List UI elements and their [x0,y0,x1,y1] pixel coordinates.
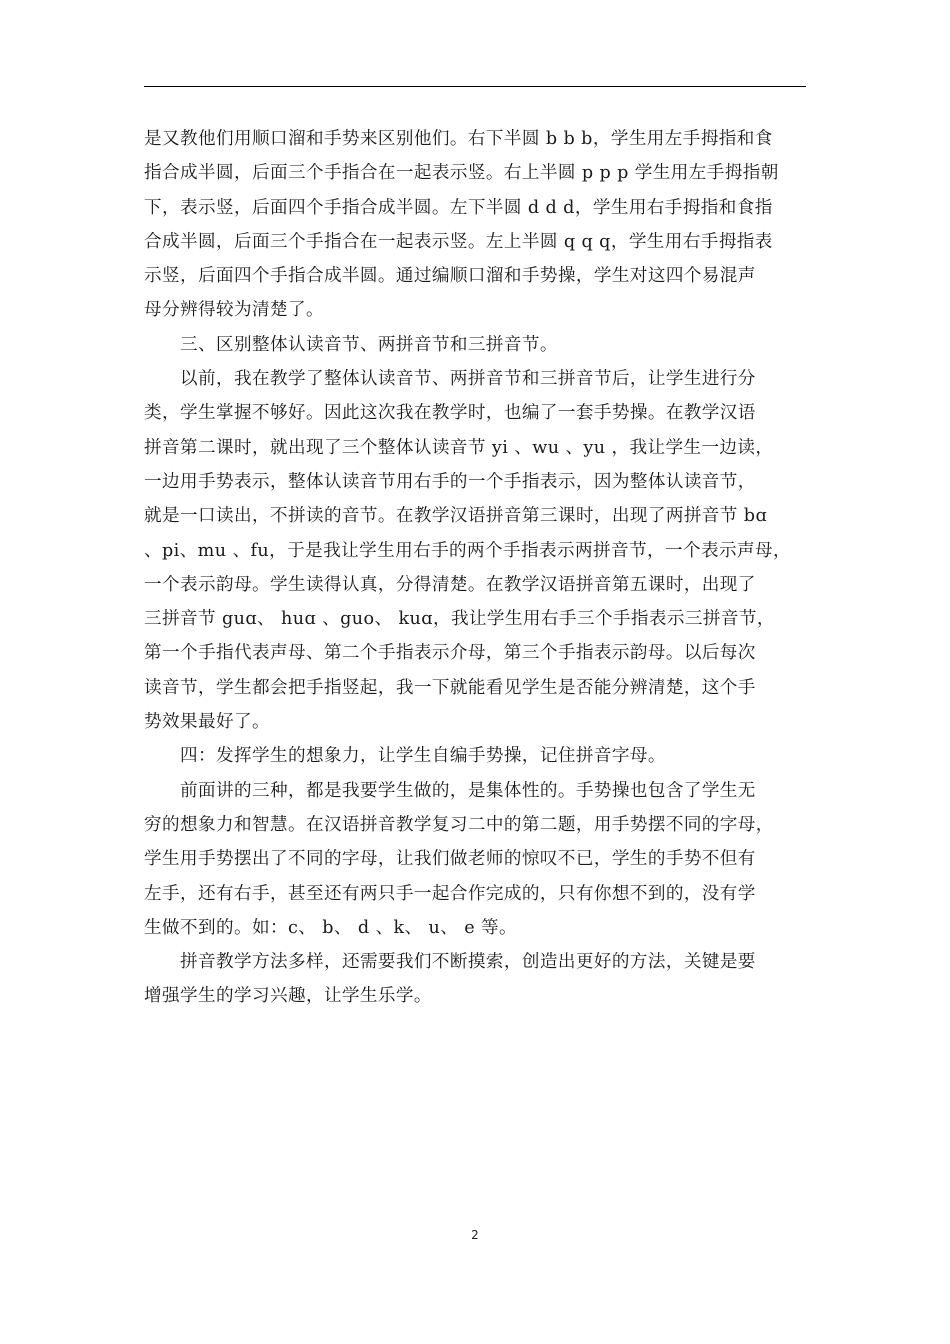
header-rule [144,86,806,87]
text-line: 母分辨得较为清楚了。 [144,300,324,321]
page-number: 2 [471,1228,479,1242]
text-line: 以前，我在教学了整体认读音节、两拼音节和三拼音节后，让学生进行分 [180,369,756,390]
text-line: 示竖，后面四个手指合成半圆。通过编顺口溜和手势操，学生对这四个易混声 [144,266,756,287]
text-line: 下，表示竖，后面四个手指合成半圆。左下半圆 d d d，学生用右手拇指和食指 [144,197,773,218]
text-line: 增强学生的学习兴趣，让学生乐学。 [144,986,432,1007]
text-line: 合成半圆，后面三个手指合在一起表示竖。左上半圆 q q q，学生用右手拇指表 [144,231,773,252]
text-line: 穷的想象力和智慧。在汉语拼音教学复习二中的第二题，用手势摆不同的字母， [144,814,774,835]
text-line: 拼音教学方法多样，还需要我们不断摸索，创造出更好的方法，关键是要 [180,952,756,973]
text-line: 左手，还有右手，甚至还有两只手一起合作完成的，只有你想不到的，没有学 [144,883,756,904]
text-line: 三、区别整体认读音节、两拼音节和三拼音节。 [180,334,558,355]
text-line: 是又教他们用顺口溜和手势来区别他们。右下半圆 b b b，学生用左手拇指和食 [144,129,773,149]
text-line: 势效果最好了。 [144,712,270,733]
text-line: 读音节，学生都会把手指竖起，我一下就能看见学生是否能分辨清楚，这个手 [144,677,756,698]
text-line: 拼音第二课时，就出现了三个整体认读音节 yi 、wu 、yu ，我让学生一边读， [144,437,774,458]
text-line: 四：发挥学生的想象力，让学生自编手势操，记住拼音字母。 [180,746,666,767]
text-line: 就是一口读出，不拼读的音节。在教学汉语拼音第三课时，出现了两拼音节 bɑ [144,506,768,527]
text-line: 、pi、mu 、fu，于是我让学生用右手的两个手指表示两拼音节，一个表示声母， [144,540,791,561]
text-line: 学生用手势摆出了不同的字母，让我们做老师的惊叹不已，学生的手势不但有 [144,849,756,870]
text-line: 前面讲的三种，都是我要学生做的，是集体性的。手势操也包含了学生无 [180,780,756,801]
text-line: 生做不到的。如：c、 b、 d 、k、 u、 e 等。 [144,917,518,938]
text-line: 指合成半圆，后面三个手指合在一起表示竖。右上半圆 p p p 学生用左手拇指朝 [144,163,779,184]
text-line: 第一个手指代表声母、第二个手指表示介母，第三个手指表示韵母。以后每次 [144,643,756,664]
text-line: 一边用手势表示，整体认读音节用右手的一个手指表示，因为整体认读音节， [144,471,756,492]
document-body [144,122,808,1014]
text-line: 一个表示韵母。学生读得认真，分得清楚。在教学汉语拼音第五课时，出现了 [144,574,756,595]
text-line: 三拼音节 guɑ、 huɑ 、guo、 kuɑ，我让学生用右手三个手指表示三拼音节， [144,609,775,630]
text-line: 类，学生掌握不够好。因此这次我在教学时，也编了一套手势操。在教学汉语 [144,403,756,424]
